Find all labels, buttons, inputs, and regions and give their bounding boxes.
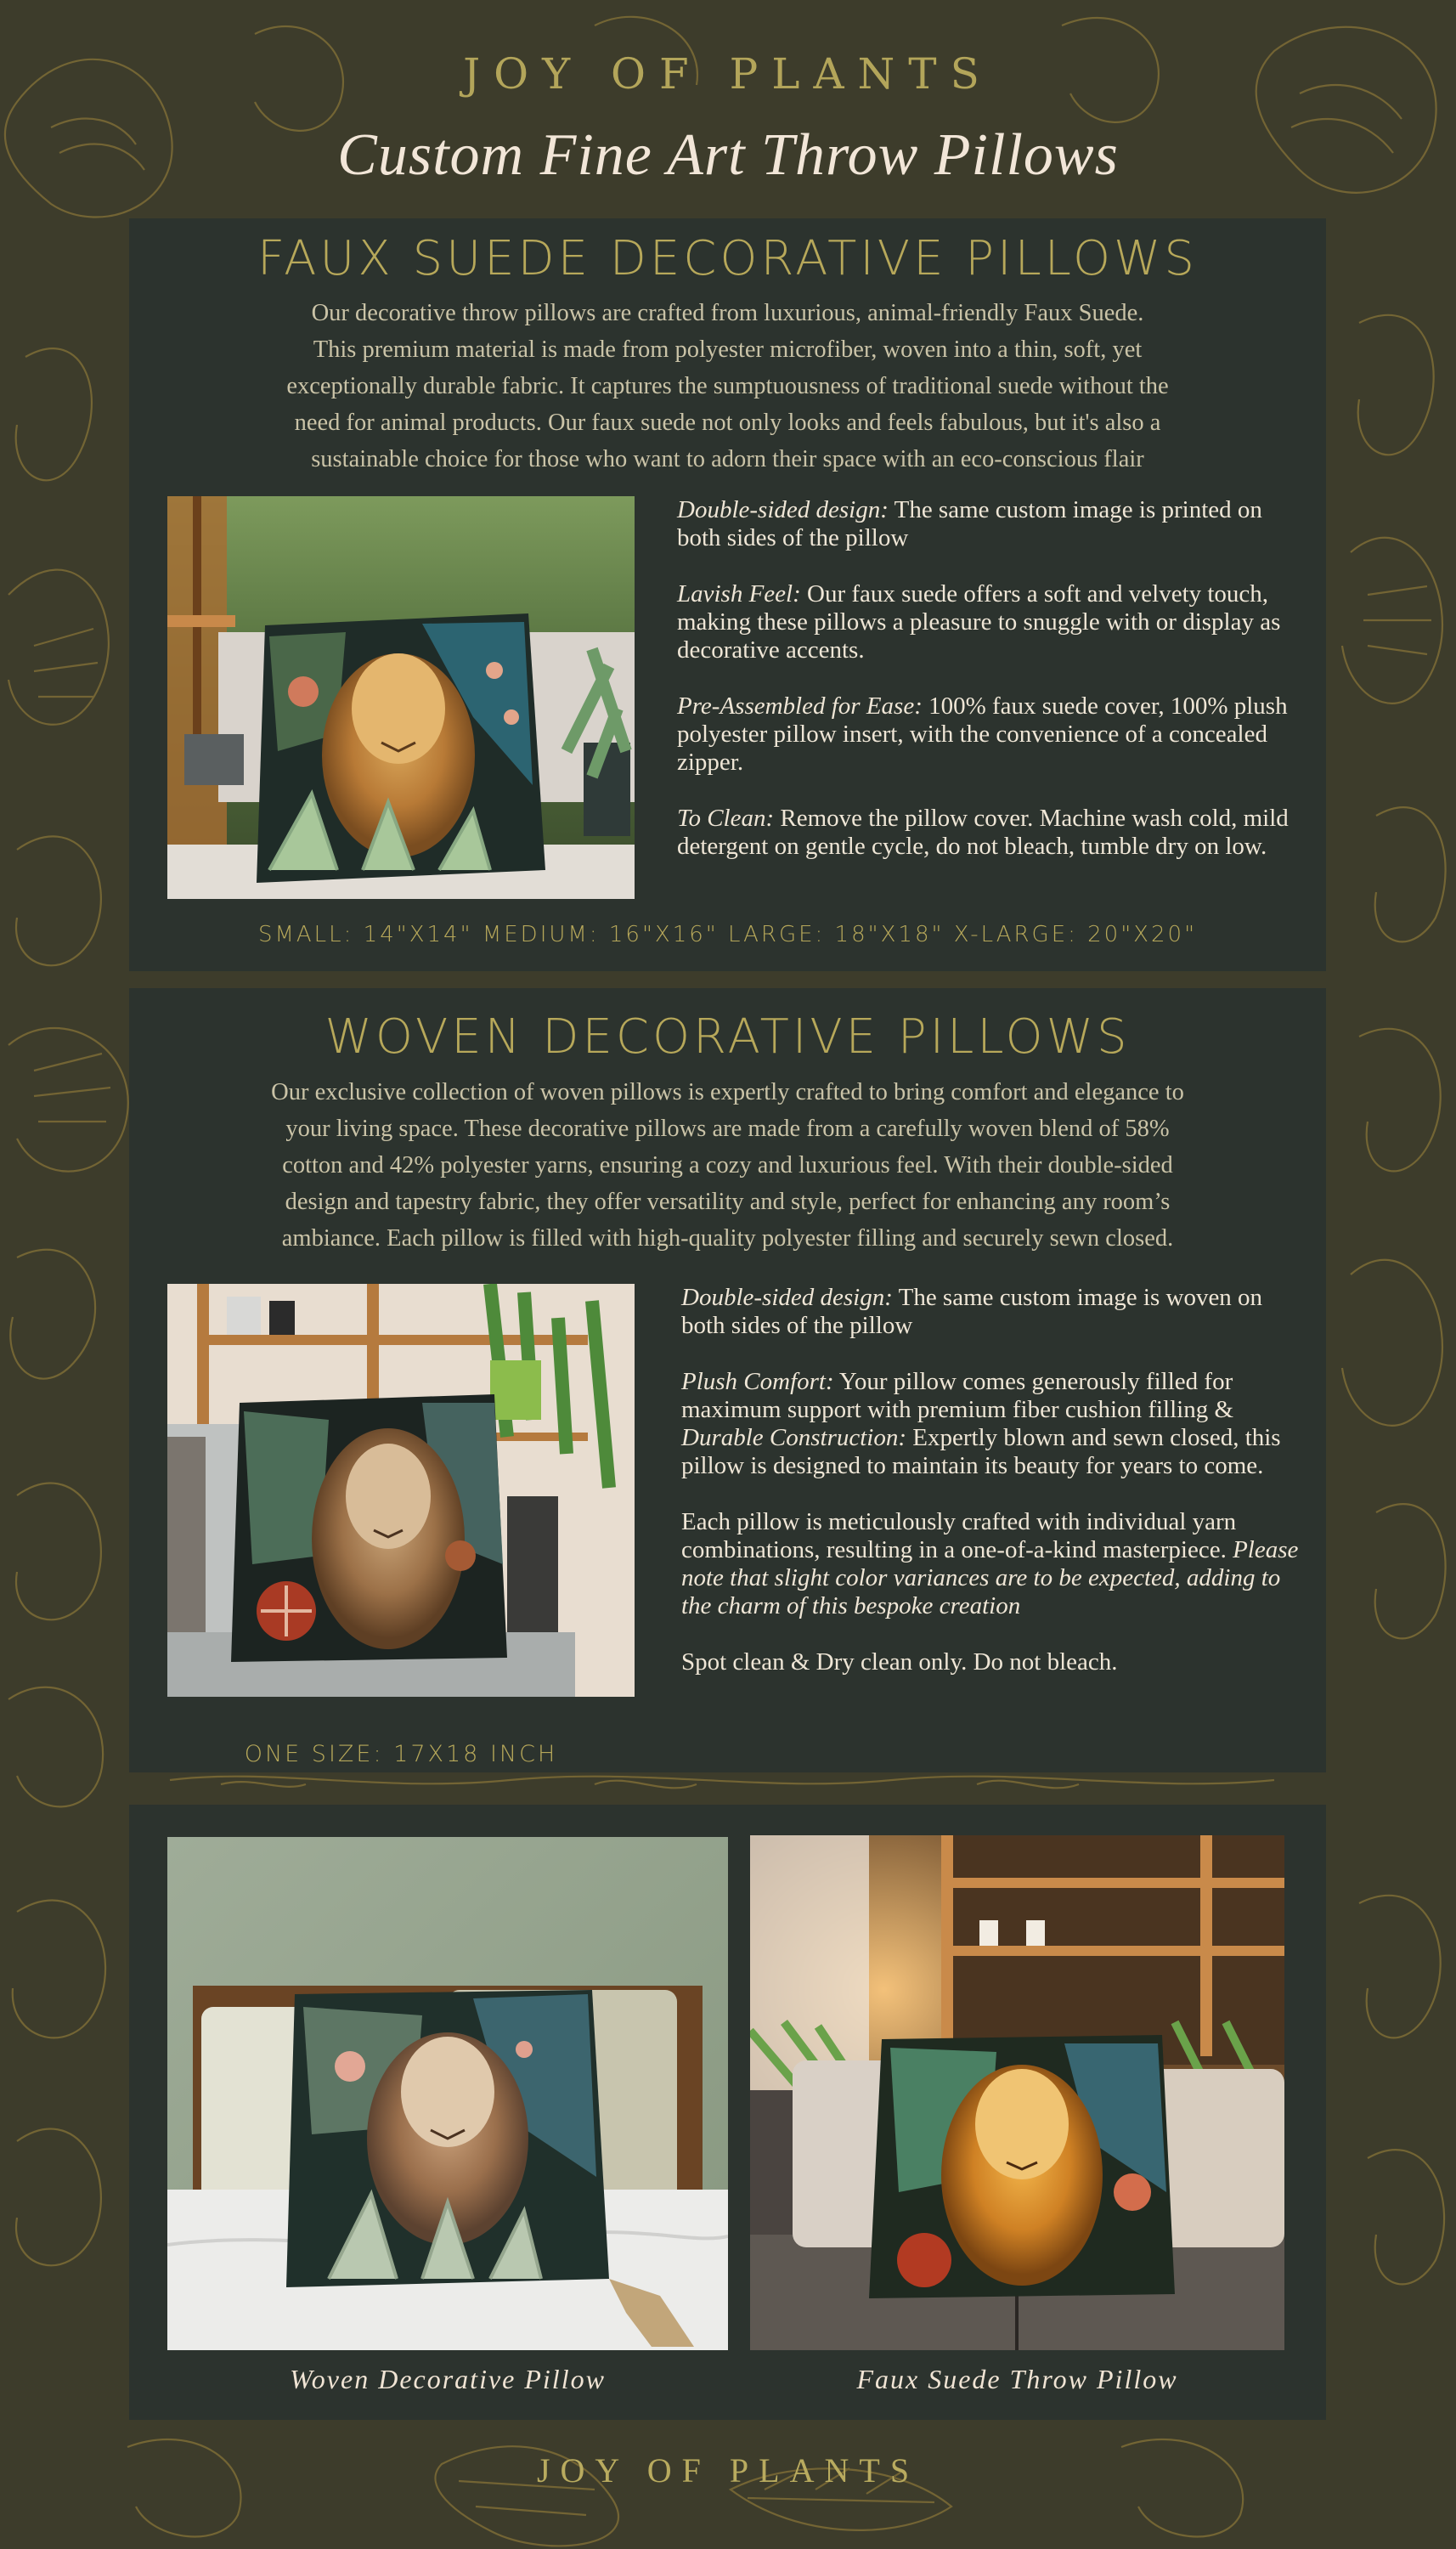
intro-line: ambiance. Each pillow is filled with high-quality polyester filling and securely sewn closed. [281,1225,1174,1252]
woven-size: ONE SIZE: 17X18 INCH [244,1741,558,1767]
intro-line: design and tapestry fabric, they offer versatility and style, perfect for enhancing any room’s [285,1189,1171,1215]
feature-lavish-feel: Lavish Feel: Our faux suede offers a soft and velvety touch, making these pillows a pleasure to snuggle with or display as decorative accents. [677,580,1281,664]
brand-wordmark-top: JOY OF PLANTS [463,49,993,99]
gallery-caption-woven: Woven Decorative Pillow [290,2364,606,2394]
intro-line: sustainable choice for those who want to adorn their space with an eco-conscious flair [311,446,1144,472]
brand-wordmark-bottom: JOY OF PLANTS [536,2451,920,2490]
intro-line: exceptionally durable fabric. It captures the sumptuousness of traditional suede without the [286,373,1169,399]
faux-suede-product-photo [167,496,635,899]
feature-double-sided: Double-sided design: The same custom image is printed on both sides of the pillow [677,496,1262,551]
faux-suede-section [129,218,1326,971]
feature-plush-comfort: Plush Comfort: Your pillow comes generously filled for maximum support with premium fiber cushion filling & Durable Construction: Expertly blown and sewn closed, this pillow is designed to maintain its beauty for years to come. [681,1368,1281,1479]
page-subtitle: Custom Fine Art Throw Pillows [337,122,1119,188]
woven-product-photo [167,1284,635,1697]
woven-title: WOVEN DECORATIVE PILLOWS [324,1009,1131,1065]
feature-craftsmanship: Each pillow is meticulously crafted with individual yarn combinations, resulting in a one-of-a-kind masterpiece. Please note that slight color variances are to be expected, adding to the charm of this bespoke creation [681,1508,1299,1619]
faux-suede-sizes: SMALL: 14"X14" MEDIUM: 16"X16" LARGE: 18"X18" X-LARGE: 20"X20" [257,922,1198,947]
woven-intro [163,1074,1292,1257]
intro-line: cotton and 42% polyester yarns, ensuring a cozy and luxurious feel. With their double-sided [282,1152,1173,1178]
gallery-section [129,1805,1326,2420]
woven-features [681,1284,1310,1676]
intro-line: your living space. These decorative pillows are made from a carefully woven blend of 58% [285,1116,1170,1142]
gallery-photo-woven [167,1837,728,2350]
intro-line: This premium material is made from polyester microfiber, woven into a thin, soft, yet [313,336,1143,363]
feature-to-clean: To Clean: Remove the pillow cover. Machine wash cold, mild detergent on gentle cycle, do not bleach, tumble dry on low. [677,805,1289,860]
feature-pre-assembled: Pre-Assembled for Ease: 100% faux suede cover, 100% plush polyester pillow insert, with the convenience of a concealed zipper. [677,692,1288,776]
faux-suede-features [677,496,1306,861]
gallery-photo-faux-suede [750,1835,1284,2350]
woven-section [129,988,1326,1772]
faux-suede-title: FAUX SUEDE DECORATIVE PILLOWS [257,231,1198,286]
feature-care: Spot clean & Dry clean only. Do not bleach. [681,1648,1118,1676]
intro-line: Our decorative throw pillows are crafted from luxurious, animal-friendly Faux Suede. [311,300,1144,326]
intro-line: need for animal products. Our faux suede not only looks and feels fabulous, but it's also a [294,410,1161,436]
intro-line: Our exclusive collection of woven pillows is expertly crafted to bring comfort and elegance to [271,1079,1184,1105]
feature-double-sided: Double-sided design: The same custom image is woven on both sides of the pillow [681,1284,1263,1339]
gallery-caption-faux-suede: Faux Suede Throw Pillow [856,2364,1178,2394]
faux-suede-intro [163,295,1292,478]
